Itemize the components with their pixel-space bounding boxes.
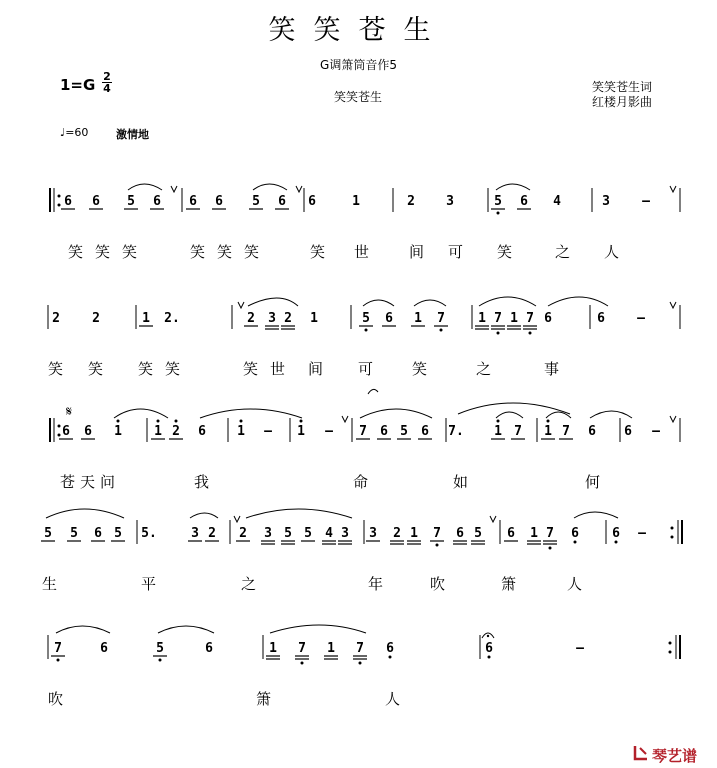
note-digit: 6	[588, 424, 596, 439]
note-digit: 5	[362, 311, 370, 326]
note	[111, 526, 125, 541]
note-digit: 1	[114, 424, 122, 439]
lyric-char: 笑	[497, 243, 513, 261]
note	[359, 311, 373, 332]
note	[51, 641, 65, 662]
note	[308, 194, 316, 209]
lyric-char: 人	[604, 243, 620, 261]
note	[297, 420, 305, 440]
note	[92, 311, 100, 326]
note	[588, 424, 596, 439]
lyric-char: 人	[567, 575, 583, 593]
note-digit: 5	[494, 194, 502, 209]
note	[612, 526, 620, 544]
note-digit: 6	[385, 311, 393, 326]
note-digit: 6	[597, 311, 605, 326]
note-digit: 6	[421, 424, 429, 439]
lyric-char: 世	[270, 360, 286, 378]
note-digit: –	[576, 641, 584, 656]
note-digit: 1	[269, 641, 277, 656]
note-digit: 5	[400, 424, 408, 439]
note-digit: 7.	[448, 424, 464, 439]
lyric-char: 笑	[165, 360, 181, 378]
note	[491, 420, 505, 440]
note	[186, 194, 200, 209]
note-digit: 1	[310, 311, 318, 326]
note-digit: 7	[437, 311, 445, 326]
note-digit: 6	[198, 424, 206, 439]
note	[491, 311, 505, 335]
lyric-char: 之	[476, 360, 492, 378]
brand-name: 琴艺谱	[652, 747, 698, 765]
note-digit: 6	[308, 194, 316, 209]
note	[295, 641, 309, 665]
note-digit: 6	[507, 526, 515, 541]
note	[602, 194, 610, 209]
note	[397, 424, 411, 439]
note	[310, 311, 318, 326]
note	[52, 311, 60, 326]
note-digit: 6	[94, 526, 102, 541]
note-digit: 7	[54, 641, 62, 656]
lyric-char: 笑	[68, 243, 84, 261]
note-digit: 1	[494, 424, 502, 439]
note	[67, 526, 81, 541]
note-digit: 6	[205, 641, 213, 656]
note-digit: 6	[62, 424, 70, 439]
note	[386, 641, 394, 659]
time-signature-top: 2	[103, 70, 111, 83]
key-signature: 1=G	[60, 76, 96, 94]
composer: 红楼月影曲	[592, 95, 653, 109]
note	[352, 194, 360, 209]
lyric-char: 苍	[60, 473, 76, 491]
tempo-mark: ♩=60	[60, 126, 89, 139]
note	[511, 424, 525, 439]
note-digit: 7	[526, 311, 534, 326]
note-digit: 7	[562, 424, 570, 439]
note-digit: 3	[369, 526, 377, 541]
note-digit: 6	[84, 424, 92, 439]
note-digit: 3	[341, 526, 349, 541]
note	[236, 526, 250, 541]
note-digit: 2	[52, 311, 60, 326]
note-digit: 6	[153, 194, 161, 209]
note	[89, 194, 103, 209]
score-title: 笑笑苍生	[268, 15, 449, 46]
note-digit: 2	[239, 526, 247, 541]
fermata-dot	[487, 635, 489, 637]
lyric-char: 可	[358, 360, 374, 378]
note	[576, 641, 584, 656]
note-digit: 3	[264, 526, 272, 541]
note	[205, 526, 219, 541]
note	[553, 194, 561, 209]
note-digit: –	[652, 424, 660, 439]
note	[356, 424, 370, 439]
lyric-char: 之	[555, 243, 571, 261]
note	[324, 641, 338, 659]
note-digit: 6	[571, 526, 579, 541]
note	[544, 311, 552, 326]
note	[597, 311, 605, 326]
note-digit: 5	[70, 526, 78, 541]
note	[485, 641, 493, 659]
note	[430, 526, 444, 547]
segno-sign: 𝄋	[66, 404, 73, 420]
note	[212, 194, 226, 209]
lyric-char: 间	[409, 243, 425, 261]
lyricist: 笑笑苍生词	[592, 80, 653, 94]
song-name: 笑笑苍生	[334, 90, 383, 104]
lyric-char: 笑	[310, 243, 326, 261]
grace-arc	[368, 389, 378, 394]
note-digit: 1	[297, 424, 305, 439]
note	[527, 526, 541, 544]
note-digit: 6	[485, 641, 493, 656]
octave-dot-below	[529, 332, 532, 335]
note-digit: 2	[284, 311, 292, 326]
note	[139, 311, 153, 326]
octave-dot-above	[175, 420, 178, 423]
lyric-char: 笑	[88, 360, 104, 378]
note	[301, 526, 315, 541]
note-digit: 6	[624, 424, 632, 439]
note-digit: 6	[386, 641, 394, 656]
octave-dot-above	[117, 420, 120, 423]
note	[448, 424, 464, 439]
lyric-char: 世	[354, 243, 370, 261]
note-digit: 3	[268, 311, 276, 326]
octave-dot-above	[300, 420, 303, 423]
note	[624, 424, 632, 439]
octave-dot-above	[547, 420, 550, 423]
note	[91, 526, 105, 541]
lyric-char: 笑	[412, 360, 428, 378]
octave-dot-below	[359, 662, 362, 665]
note-digit: 6	[520, 194, 528, 209]
note-digit: 1	[478, 311, 486, 326]
lyric-char: 人	[385, 690, 401, 708]
note	[261, 526, 275, 544]
note-digit: 1	[530, 526, 538, 541]
brand-logo-icon	[632, 744, 650, 762]
octave-dot-below	[497, 212, 500, 215]
lyric-char: 命	[353, 473, 369, 491]
lyric-char: 如	[453, 473, 469, 491]
note	[265, 311, 279, 329]
note	[523, 311, 537, 335]
note-digit: 1	[410, 526, 418, 541]
lyric-char: 笑	[138, 360, 154, 378]
note	[237, 420, 245, 440]
note-digit: 2.	[164, 311, 180, 326]
note	[353, 641, 367, 665]
note-digit: 7	[494, 311, 502, 326]
note-digit: 7	[359, 424, 367, 439]
octave-dot-below	[497, 332, 500, 335]
note	[517, 194, 531, 209]
note	[366, 526, 380, 541]
note-digit: 5	[114, 526, 122, 541]
note	[507, 311, 521, 329]
note	[382, 311, 396, 326]
note-digit: 2	[407, 194, 415, 209]
note-digit: 1	[414, 311, 422, 326]
note-digit: 5	[284, 526, 292, 541]
lyric-char: 事	[544, 360, 560, 378]
note-digit: 1	[237, 424, 245, 439]
note	[642, 194, 650, 209]
note-digit: 5	[304, 526, 312, 541]
lyric-char: 何	[585, 473, 601, 491]
note-digit: 1	[510, 311, 518, 326]
lyric-char: 笑	[243, 360, 259, 378]
note	[114, 420, 122, 440]
note	[61, 194, 75, 209]
lyric-char: 笑	[190, 243, 206, 261]
note	[471, 526, 485, 544]
note	[418, 424, 432, 439]
note-digit: 6	[215, 194, 223, 209]
note	[446, 194, 454, 209]
note	[169, 420, 183, 440]
note	[41, 526, 55, 541]
note-digit: 5	[44, 526, 52, 541]
note	[266, 641, 280, 659]
note-digit: –	[264, 424, 272, 439]
note	[411, 311, 425, 326]
note-digit: –	[638, 526, 646, 541]
note-digit: 6	[100, 641, 108, 656]
note-digit: 7	[433, 526, 441, 541]
note	[638, 526, 646, 541]
note-digit: 2	[208, 526, 216, 541]
octave-dot-above	[157, 420, 160, 423]
note-digit: 5	[127, 194, 135, 209]
note	[281, 526, 295, 544]
lyric-char: 天	[80, 473, 96, 491]
note-digit: 1	[142, 311, 150, 326]
note-digit: 5	[474, 526, 482, 541]
note-digit: 6	[64, 194, 72, 209]
note	[407, 194, 415, 209]
note-digit: 5	[252, 194, 260, 209]
note	[407, 526, 421, 544]
note	[141, 526, 157, 541]
note	[541, 420, 555, 440]
note	[543, 526, 557, 550]
note	[571, 526, 579, 544]
lyric-char: 间	[308, 360, 324, 378]
note-digit: 3	[446, 194, 454, 209]
note-digit: 1	[544, 424, 552, 439]
note	[491, 194, 505, 215]
note-digit: –	[637, 311, 645, 326]
note-digit: 5.	[141, 526, 157, 541]
note-digit: 1	[154, 424, 162, 439]
octave-dot-above	[497, 420, 500, 423]
lyric-char: 箫	[501, 575, 517, 593]
note-digit: 5	[156, 641, 164, 656]
note-digit: 3	[191, 526, 199, 541]
note-digit: 2	[172, 424, 180, 439]
octave-dot-below	[574, 541, 577, 544]
octave-dot-below	[57, 659, 60, 662]
lyric-char: 笑	[48, 360, 64, 378]
note	[124, 194, 138, 209]
lyric-char: 吹	[48, 690, 64, 708]
note	[504, 526, 518, 541]
note	[244, 311, 258, 326]
note-digit: 2	[247, 311, 255, 326]
note-digit: 2	[92, 311, 100, 326]
note	[322, 526, 336, 544]
note-digit: 2	[393, 526, 401, 541]
octave-dot-below	[301, 662, 304, 665]
note-digit: 7	[298, 641, 306, 656]
lyric-char: 笑	[244, 243, 260, 261]
lyric-char: 之	[241, 575, 257, 593]
note-digit: 6	[380, 424, 388, 439]
note	[249, 194, 263, 209]
octave-dot-below	[436, 544, 439, 547]
note-digit: 6	[612, 526, 620, 541]
note-digit: 7	[356, 641, 364, 656]
note	[153, 641, 167, 662]
octave-dot-below	[365, 329, 368, 332]
note	[281, 311, 295, 329]
note-digit: 1	[327, 641, 335, 656]
note-digit: –	[642, 194, 650, 209]
octave-dot-below	[488, 656, 491, 659]
octave-dot-below	[440, 329, 443, 332]
expression-mark: 激情地	[116, 128, 149, 141]
octave-dot-above	[240, 420, 243, 423]
note-digit: 4	[325, 526, 333, 541]
note	[434, 311, 448, 332]
note	[198, 424, 206, 439]
note	[475, 311, 489, 329]
octave-dot-below	[549, 547, 552, 550]
note-digit: 6	[92, 194, 100, 209]
lyric-char: 笑	[122, 243, 138, 261]
note	[338, 526, 352, 544]
note-digit: 6	[456, 526, 464, 541]
note	[325, 424, 333, 439]
lyric-char: 吹	[430, 575, 446, 593]
octave-dot-below	[389, 656, 392, 659]
lyric-char: 平	[141, 575, 157, 593]
time-signature-bottom: 4	[103, 82, 111, 95]
note	[637, 311, 645, 326]
note	[264, 424, 272, 439]
note-digit: 6	[544, 311, 552, 326]
note-digit: 6	[278, 194, 286, 209]
note-digit: 6	[189, 194, 197, 209]
note	[559, 424, 573, 439]
note	[390, 526, 404, 544]
lyric-char: 生	[42, 575, 58, 593]
note-digit: –	[325, 424, 333, 439]
note	[377, 424, 391, 439]
score-subtitle: G调箫筒音作5	[320, 58, 397, 72]
lyric-char: 笑	[217, 243, 233, 261]
lyric-char: 年	[368, 575, 384, 593]
lyric-char: 问	[100, 473, 116, 491]
note	[164, 311, 180, 326]
note	[81, 424, 95, 439]
note	[188, 526, 202, 541]
note-digit: 1	[352, 194, 360, 209]
note	[275, 194, 289, 209]
note-digit: 7	[514, 424, 522, 439]
note	[652, 424, 660, 439]
note	[205, 641, 213, 656]
lyric-char: 笑	[95, 243, 111, 261]
lyric-char: 我	[194, 473, 210, 491]
lyric-char: 可	[448, 243, 464, 261]
note-digit: 3	[602, 194, 610, 209]
note	[150, 194, 164, 209]
note	[100, 641, 108, 656]
octave-dot-below	[615, 541, 618, 544]
note	[59, 424, 73, 439]
note-digit: 7	[546, 526, 554, 541]
note-digit: 4	[553, 194, 561, 209]
note	[453, 526, 467, 544]
note	[151, 420, 165, 440]
octave-dot-below	[159, 659, 162, 662]
lyric-char: 箫	[256, 690, 272, 708]
